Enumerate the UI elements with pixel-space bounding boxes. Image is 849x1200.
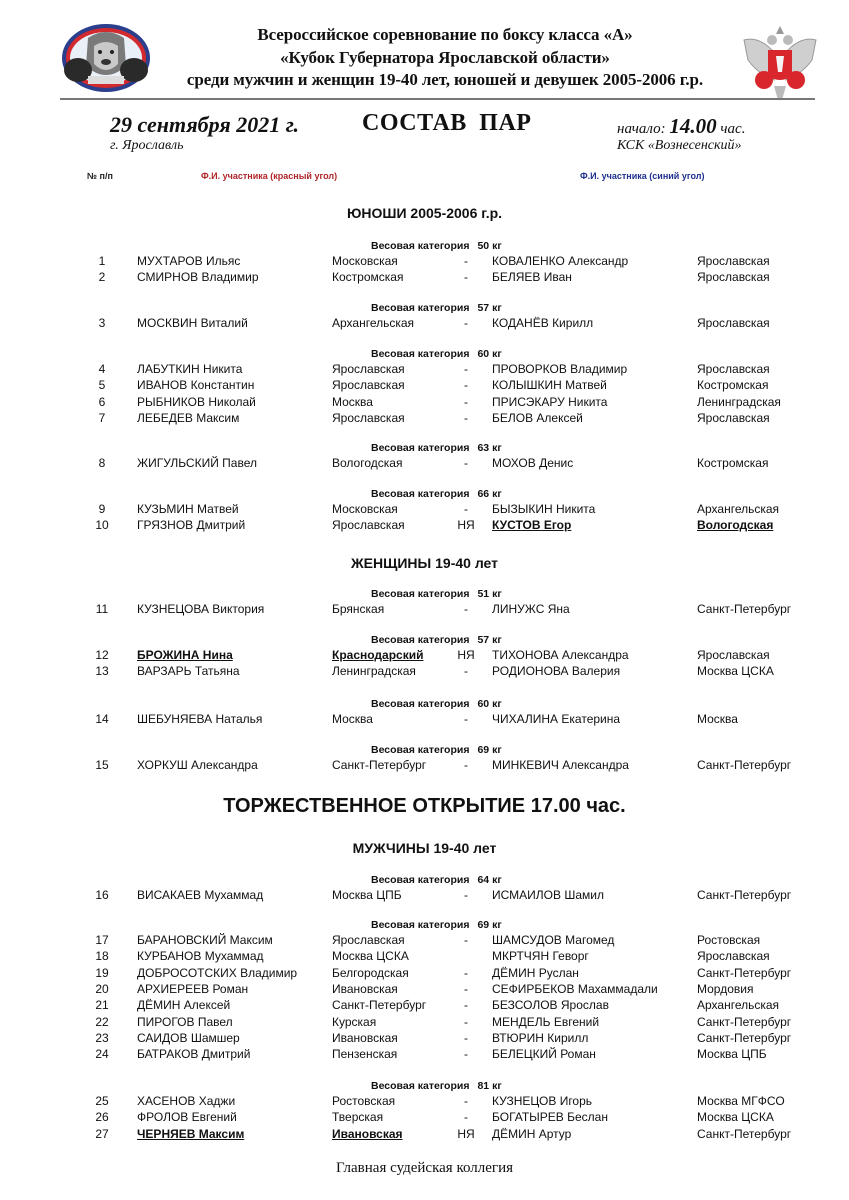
weight-category — [371, 240, 502, 252]
weight-category-kg: 60 кг — [477, 698, 502, 710]
bout-result: - — [464, 981, 468, 996]
bout-result: НЯ — [457, 648, 475, 662]
bout-result: - — [464, 1047, 468, 1062]
blue-corner-region: Москва ЦПБ — [697, 1047, 767, 1062]
bout-row — [0, 1015, 849, 1031]
blue-corner-region: Ростовская — [697, 933, 761, 947]
blue-corner-region: Москва ЦСКА — [697, 1110, 774, 1125]
red-corner-boxer: ИВАНОВ Константин — [137, 378, 255, 393]
red-corner-boxer: КУРБАНОВ Мухаммад — [137, 949, 264, 964]
ministry-of-sport-eagle-emblem — [738, 20, 822, 102]
bout-row — [0, 1127, 849, 1143]
column-header-red-corner: Ф.И. участника (красный угол) — [201, 171, 338, 181]
blue-corner-region: Ярославская — [697, 270, 770, 285]
page-title: СОСТАВ ПАР — [362, 110, 532, 136]
bout-number: 15 — [95, 758, 109, 772]
red-corner-region: Пензенская — [332, 1047, 398, 1062]
blue-corner-region: Ярославская — [697, 254, 770, 268]
blue-corner-boxer: БЕЛЯЕВ Иван — [492, 270, 572, 285]
red-corner-region: Ивановская — [332, 1126, 403, 1141]
red-corner-region: Архангельская — [332, 316, 415, 330]
red-corner-region: Ивановская — [332, 1030, 398, 1045]
bout-result: - — [464, 394, 468, 409]
weight-category — [371, 348, 502, 360]
bout-number: 10 — [95, 518, 109, 533]
weight-category-label: Весовая категория — [371, 442, 470, 454]
blue-corner-boxer: ЛИНУЖС Яна — [492, 602, 570, 616]
blue-corner-region: Костромская — [697, 456, 769, 470]
bout-number: 22 — [95, 1014, 109, 1029]
bout-row — [0, 1031, 849, 1047]
bout-number: 9 — [98, 502, 106, 516]
bout-row — [0, 888, 849, 904]
blue-corner-boxer: ДЁМИН Руслан — [492, 965, 579, 980]
weight-category-kg: 69 кг — [477, 744, 502, 756]
red-corner-boxer: МОСКВИН Виталий — [137, 316, 248, 330]
blue-corner-boxer: РОДИОНОВА Валерия — [492, 664, 621, 679]
bout-number: 25 — [95, 1094, 109, 1108]
blue-corner-boxer: МЕНДЕЛЬ Евгений — [492, 1014, 600, 1029]
red-corner-region: Ярославская — [332, 362, 405, 376]
red-corner-region: Ленинградская — [332, 664, 416, 679]
red-corner-region: Московская — [332, 502, 398, 516]
red-corner-boxer: ВАРЗАРЬ Татьяна — [137, 664, 240, 679]
section-title: МУЖЧИНЫ 19-40 лет — [352, 840, 497, 856]
blue-corner-boxer: ИСМАИЛОВ Шамил — [492, 888, 604, 902]
red-corner-boxer: ХАСЕНОВ Хаджи — [137, 1094, 236, 1108]
red-corner-region: Краснодарский — [332, 648, 424, 662]
red-corner-boxer: КУЗНЕЦОВА Виктория — [137, 602, 265, 616]
weight-category-label: Весовая категория — [371, 1080, 470, 1092]
bout-row — [0, 395, 849, 411]
bout-result: - — [464, 758, 468, 772]
blue-corner-region: Ярославская — [697, 648, 770, 662]
competition-title-line-1: Всероссийское соревнование по боксу класса «А» — [257, 25, 633, 44]
footer-signature: Главная судейская коллегия — [336, 1160, 513, 1176]
weight-category — [371, 744, 502, 756]
blue-corner-region: Москва ЦСКА — [697, 664, 774, 679]
weight-category — [371, 1080, 502, 1092]
bout-row — [0, 602, 849, 618]
bout-result: - — [464, 888, 468, 902]
blue-corner-region: Санкт-Петербург — [697, 758, 792, 772]
boxing-federation-bear-logo — [58, 18, 154, 94]
weight-category-label: Весовая категория — [371, 874, 470, 886]
blue-corner-boxer: ПРОВОРКОВ Владимир — [492, 362, 628, 376]
red-corner-boxer: САИДОВ Шамшер — [137, 1030, 240, 1045]
blue-corner-region: Ярославская — [697, 316, 770, 330]
bout-row — [0, 758, 849, 774]
blue-corner-boxer: КОВАЛЕНКО Александр — [492, 254, 629, 268]
header-divider — [60, 98, 815, 100]
weight-category — [371, 442, 502, 454]
blue-corner-boxer: БЕЛЕЦКИЙ Роман — [492, 1047, 596, 1062]
bout-row — [0, 254, 849, 270]
blue-corner-boxer: ЧИХАЛИНА Екатерина — [492, 712, 621, 726]
bout-result: - — [464, 664, 468, 679]
event-date: 29 сентября 2021 г. — [110, 112, 300, 137]
bout-row — [0, 378, 849, 394]
bout-number: 17 — [95, 933, 109, 947]
blue-corner-boxer: ВТЮРИН Кирилл — [492, 1030, 589, 1045]
bout-row — [0, 502, 849, 518]
weight-category-label: Весовая категория — [371, 588, 470, 600]
red-corner-region: Костромская — [332, 270, 404, 285]
red-corner-region: Московская — [332, 254, 398, 268]
blue-corner-region: Санкт-Петербург — [697, 965, 792, 980]
bout-result: - — [464, 502, 468, 516]
red-corner-region: Ярославская — [332, 518, 405, 533]
bout-result: - — [464, 602, 468, 616]
blue-corner-region: Ярославская — [697, 410, 770, 425]
bout-result: - — [464, 410, 468, 425]
red-corner-boxer: РЫБНИКОВ Николай — [137, 394, 256, 409]
bout-number: 3 — [98, 316, 106, 330]
column-header-blue-corner: Ф.И. участника (синий угол) — [580, 171, 705, 181]
bout-row — [0, 966, 849, 982]
blue-corner-region: Архангельская — [697, 502, 780, 516]
blue-corner-boxer: МКРТЧЯН Геворг — [492, 949, 589, 964]
red-corner-boxer: ХОРКУШ Александра — [137, 758, 258, 772]
bout-number: 1 — [98, 254, 106, 268]
bout-result: - — [464, 1030, 468, 1045]
bout-result: НЯ — [457, 518, 475, 533]
weight-category-label: Весовая категория — [371, 240, 470, 252]
blue-corner-boxer: БЕЗСОЛОВ Ярослав — [492, 998, 609, 1013]
red-corner-region: Брянская — [332, 602, 385, 616]
blue-corner-region: Ленинградская — [697, 394, 781, 409]
bout-row — [0, 933, 849, 949]
red-corner-region: Санкт-Петербург — [332, 758, 427, 772]
bout-row — [0, 712, 849, 728]
blue-corner-boxer: ТИХОНОВА Александра — [492, 648, 629, 662]
weight-category — [371, 698, 502, 710]
blue-corner-boxer: КУСТОВ Егор — [492, 518, 572, 533]
bout-row — [0, 1110, 849, 1126]
bout-row — [0, 664, 849, 680]
start-time-unit: час. — [720, 121, 746, 137]
column-header-number: № п/п — [87, 171, 113, 181]
blue-corner-boxer: КУЗНЕЦОВ Игорь — [492, 1094, 593, 1108]
bout-number: 4 — [98, 362, 106, 376]
weight-category-kg: 63 кг — [477, 442, 502, 454]
red-corner-region: Курская — [332, 1014, 377, 1029]
competition-title-line-3: среди мужчин и женщин 19-40 лет, юношей и девушек 2005-2006 г.р. — [186, 70, 704, 89]
weight-category-label: Весовая категория — [371, 488, 470, 500]
blue-corner-region: Ярославская — [697, 949, 770, 964]
bout-result: - — [464, 712, 468, 726]
bout-row — [0, 411, 849, 427]
weight-category — [371, 302, 502, 314]
blue-corner-boxer: СЕФИРБЕКОВ Махаммадали — [492, 981, 658, 996]
start-time-value: 14.00 — [669, 114, 717, 138]
section-title: ЖЕНЩИНЫ 19-40 лет — [351, 555, 498, 571]
bout-row — [0, 362, 849, 378]
weight-category — [371, 874, 502, 886]
red-corner-region: Ярославская — [332, 410, 405, 425]
weight-category-kg: 64 кг — [477, 874, 502, 886]
blue-corner-boxer: ДЁМИН Артур — [492, 1126, 572, 1141]
bout-result: - — [464, 378, 468, 393]
bout-result: - — [464, 362, 468, 376]
red-corner-region: Ярославская — [332, 933, 405, 947]
weight-category — [371, 488, 502, 500]
blue-corner-region: Санкт-Петербург — [697, 1014, 792, 1029]
blue-corner-region: Санкт-Петербург — [697, 1030, 792, 1045]
start-time — [617, 114, 745, 139]
red-corner-region: Белгородская — [332, 965, 409, 980]
red-corner-boxer: ЧЕРНЯЕВ Максим — [137, 1126, 245, 1141]
red-corner-region: Ростовская — [332, 1094, 396, 1108]
bout-result: - — [464, 1094, 468, 1108]
bout-row — [0, 998, 849, 1014]
section-title: ЮНОШИ 2005-2006 г.р. — [346, 205, 503, 221]
bout-row — [0, 456, 849, 472]
blue-corner-region: Ярославская — [697, 362, 770, 376]
red-corner-region: Москва — [332, 712, 373, 726]
bout-result: - — [464, 456, 468, 470]
bout-number: 6 — [98, 394, 106, 409]
weight-category-kg: 66 кг — [477, 488, 502, 500]
weight-category-kg: 57 кг — [477, 302, 502, 314]
bout-number: 19 — [95, 965, 109, 980]
bout-result: - — [464, 254, 468, 268]
bout-result: - — [464, 965, 468, 980]
red-corner-boxer: БРОЖИНА Нина — [137, 648, 233, 662]
bout-number: 13 — [95, 664, 109, 679]
blue-corner-region: Санкт-Петербург — [697, 1126, 792, 1141]
red-corner-boxer: МУХТАРОВ Ильяс — [137, 254, 241, 268]
red-corner-boxer: КУЗЬМИН Матвей — [137, 502, 239, 516]
blue-corner-boxer: БЕЛОВ Алексей — [492, 410, 583, 425]
bout-number: 11 — [95, 602, 109, 616]
red-corner-boxer: БАРАНОВСКИЙ Максим — [137, 933, 273, 947]
red-corner-region: Москва — [332, 394, 373, 409]
weight-category-label: Весовая категория — [371, 744, 470, 756]
red-corner-boxer: АРХИЕРЕЕВ Роман — [137, 981, 249, 996]
blue-corner-boxer: БОГАТЫРЕВ Беслан — [492, 1110, 608, 1125]
red-corner-region: Ивановская — [332, 981, 398, 996]
red-corner-boxer: ПИРОГОВ Павел — [137, 1014, 233, 1029]
weight-category-kg: 57 кг — [477, 634, 502, 646]
red-corner-boxer: ФРОЛОВ Евгений — [137, 1110, 237, 1125]
red-corner-boxer: ДЁМИН Алексей — [137, 998, 231, 1013]
red-corner-boxer: ДОБРОСОТСКИХ Владимир — [137, 965, 298, 980]
weight-category-kg: 69 кг — [477, 919, 502, 931]
bout-row — [0, 982, 849, 998]
bout-row — [0, 949, 849, 965]
bout-number: 16 — [95, 888, 109, 902]
bout-row — [0, 1047, 849, 1063]
bout-number: 14 — [95, 712, 109, 726]
bout-row — [0, 648, 849, 664]
weight-category-label: Весовая категория — [371, 302, 470, 314]
blue-corner-boxer: МИНКЕВИЧ Александра — [492, 758, 629, 772]
red-corner-boxer: ЛАБУТКИН Никита — [137, 362, 243, 376]
red-corner-region: Вологодская — [332, 456, 403, 470]
opening-ceremony: ТОРЖЕСТВЕННОЕ ОТКРЫТИЕ 17.00 час. — [223, 795, 626, 817]
weight-category-kg: 81 кг — [477, 1080, 502, 1092]
blue-corner-region: Вологодская — [697, 518, 774, 533]
blue-corner-region: Санкт-Петербург — [697, 888, 792, 902]
event-city: г. Ярославль — [110, 138, 184, 153]
bout-result: - — [464, 1014, 468, 1029]
bout-row — [0, 270, 849, 286]
competition-title-line-2: «Кубок Губернатора Ярославской области» — [280, 48, 610, 67]
weight-category — [371, 588, 502, 600]
blue-corner-boxer: КОЛЫШКИН Матвей — [492, 378, 607, 393]
bout-number: 20 — [95, 981, 109, 996]
weight-category-label: Весовая категория — [371, 348, 470, 360]
red-corner-boxer: ВИСАКАЕВ Мухаммад — [137, 888, 264, 902]
blue-corner-region: Костромская — [697, 378, 769, 393]
red-corner-boxer: БАТРАКОВ Дмитрий — [137, 1047, 251, 1062]
bout-number: 7 — [98, 410, 106, 425]
weight-category-kg: 60 кг — [477, 348, 502, 360]
red-corner-region: Москва ЦСКА — [332, 949, 409, 964]
blue-corner-boxer: МОХОВ Денис — [492, 456, 574, 470]
red-corner-region: Тверская — [332, 1110, 384, 1125]
weight-category-label: Весовая категория — [371, 698, 470, 710]
bout-row — [0, 1094, 849, 1110]
bout-number: 23 — [95, 1030, 109, 1045]
weight-category — [371, 919, 502, 931]
red-corner-region: Санкт-Петербург — [332, 998, 427, 1013]
bout-number: 8 — [98, 456, 106, 470]
bout-number: 26 — [95, 1110, 109, 1125]
weight-category-label: Весовая категория — [371, 919, 470, 931]
blue-corner-region: Мордовия — [697, 981, 754, 996]
bout-result: - — [464, 316, 468, 330]
weight-category — [371, 634, 502, 646]
bout-result: НЯ — [457, 1126, 475, 1141]
venue: КСК «Вознесенский» — [617, 138, 742, 153]
red-corner-boxer: ШЕБУНЯЕВА Наталья — [137, 712, 263, 726]
bout-number: 24 — [95, 1047, 109, 1062]
bout-row — [0, 316, 849, 332]
bout-row — [0, 518, 849, 534]
bout-result: - — [464, 933, 468, 947]
blue-corner-boxer: ПРИСЭКАРУ Никита — [492, 394, 608, 409]
bout-number: 27 — [95, 1126, 109, 1141]
bout-number: 12 — [95, 648, 109, 662]
weight-category-kg: 50 кг — [477, 240, 502, 252]
blue-corner-region: Москва МГФСО — [697, 1094, 785, 1108]
red-corner-boxer: ГРЯЗНОВ Дмитрий — [137, 518, 246, 533]
bout-result: - — [464, 1110, 468, 1125]
bout-number: 5 — [98, 378, 106, 393]
blue-corner-region: Архангельская — [697, 998, 780, 1013]
red-corner-boxer: ЛЕБЕДЕВ Максим — [137, 410, 240, 425]
bout-number: 18 — [95, 949, 109, 964]
bout-number: 2 — [98, 270, 106, 285]
bout-result: - — [464, 270, 468, 285]
blue-corner-region: Москва — [697, 712, 738, 726]
blue-corner-boxer: ШАМСУДОВ Магомед — [492, 933, 615, 947]
weight-category-label: Весовая категория — [371, 634, 470, 646]
bout-number: 21 — [95, 998, 109, 1013]
bout-result: - — [464, 998, 468, 1013]
start-label: начало: — [617, 121, 666, 137]
blue-corner-boxer: КОДАНЁВ Кирилл — [492, 316, 594, 330]
red-corner-region: Ярославская — [332, 378, 405, 393]
weight-category-kg: 51 кг — [477, 588, 502, 600]
red-corner-boxer: СМИРНОВ Владимир — [137, 270, 259, 285]
red-corner-boxer: ЖИГУЛЬСКИЙ Павел — [137, 456, 257, 470]
blue-corner-boxer: БЫЗЫКИН Никита — [492, 502, 596, 516]
blue-corner-region: Санкт-Петербург — [697, 602, 792, 616]
red-corner-region: Москва ЦПБ — [332, 888, 402, 902]
